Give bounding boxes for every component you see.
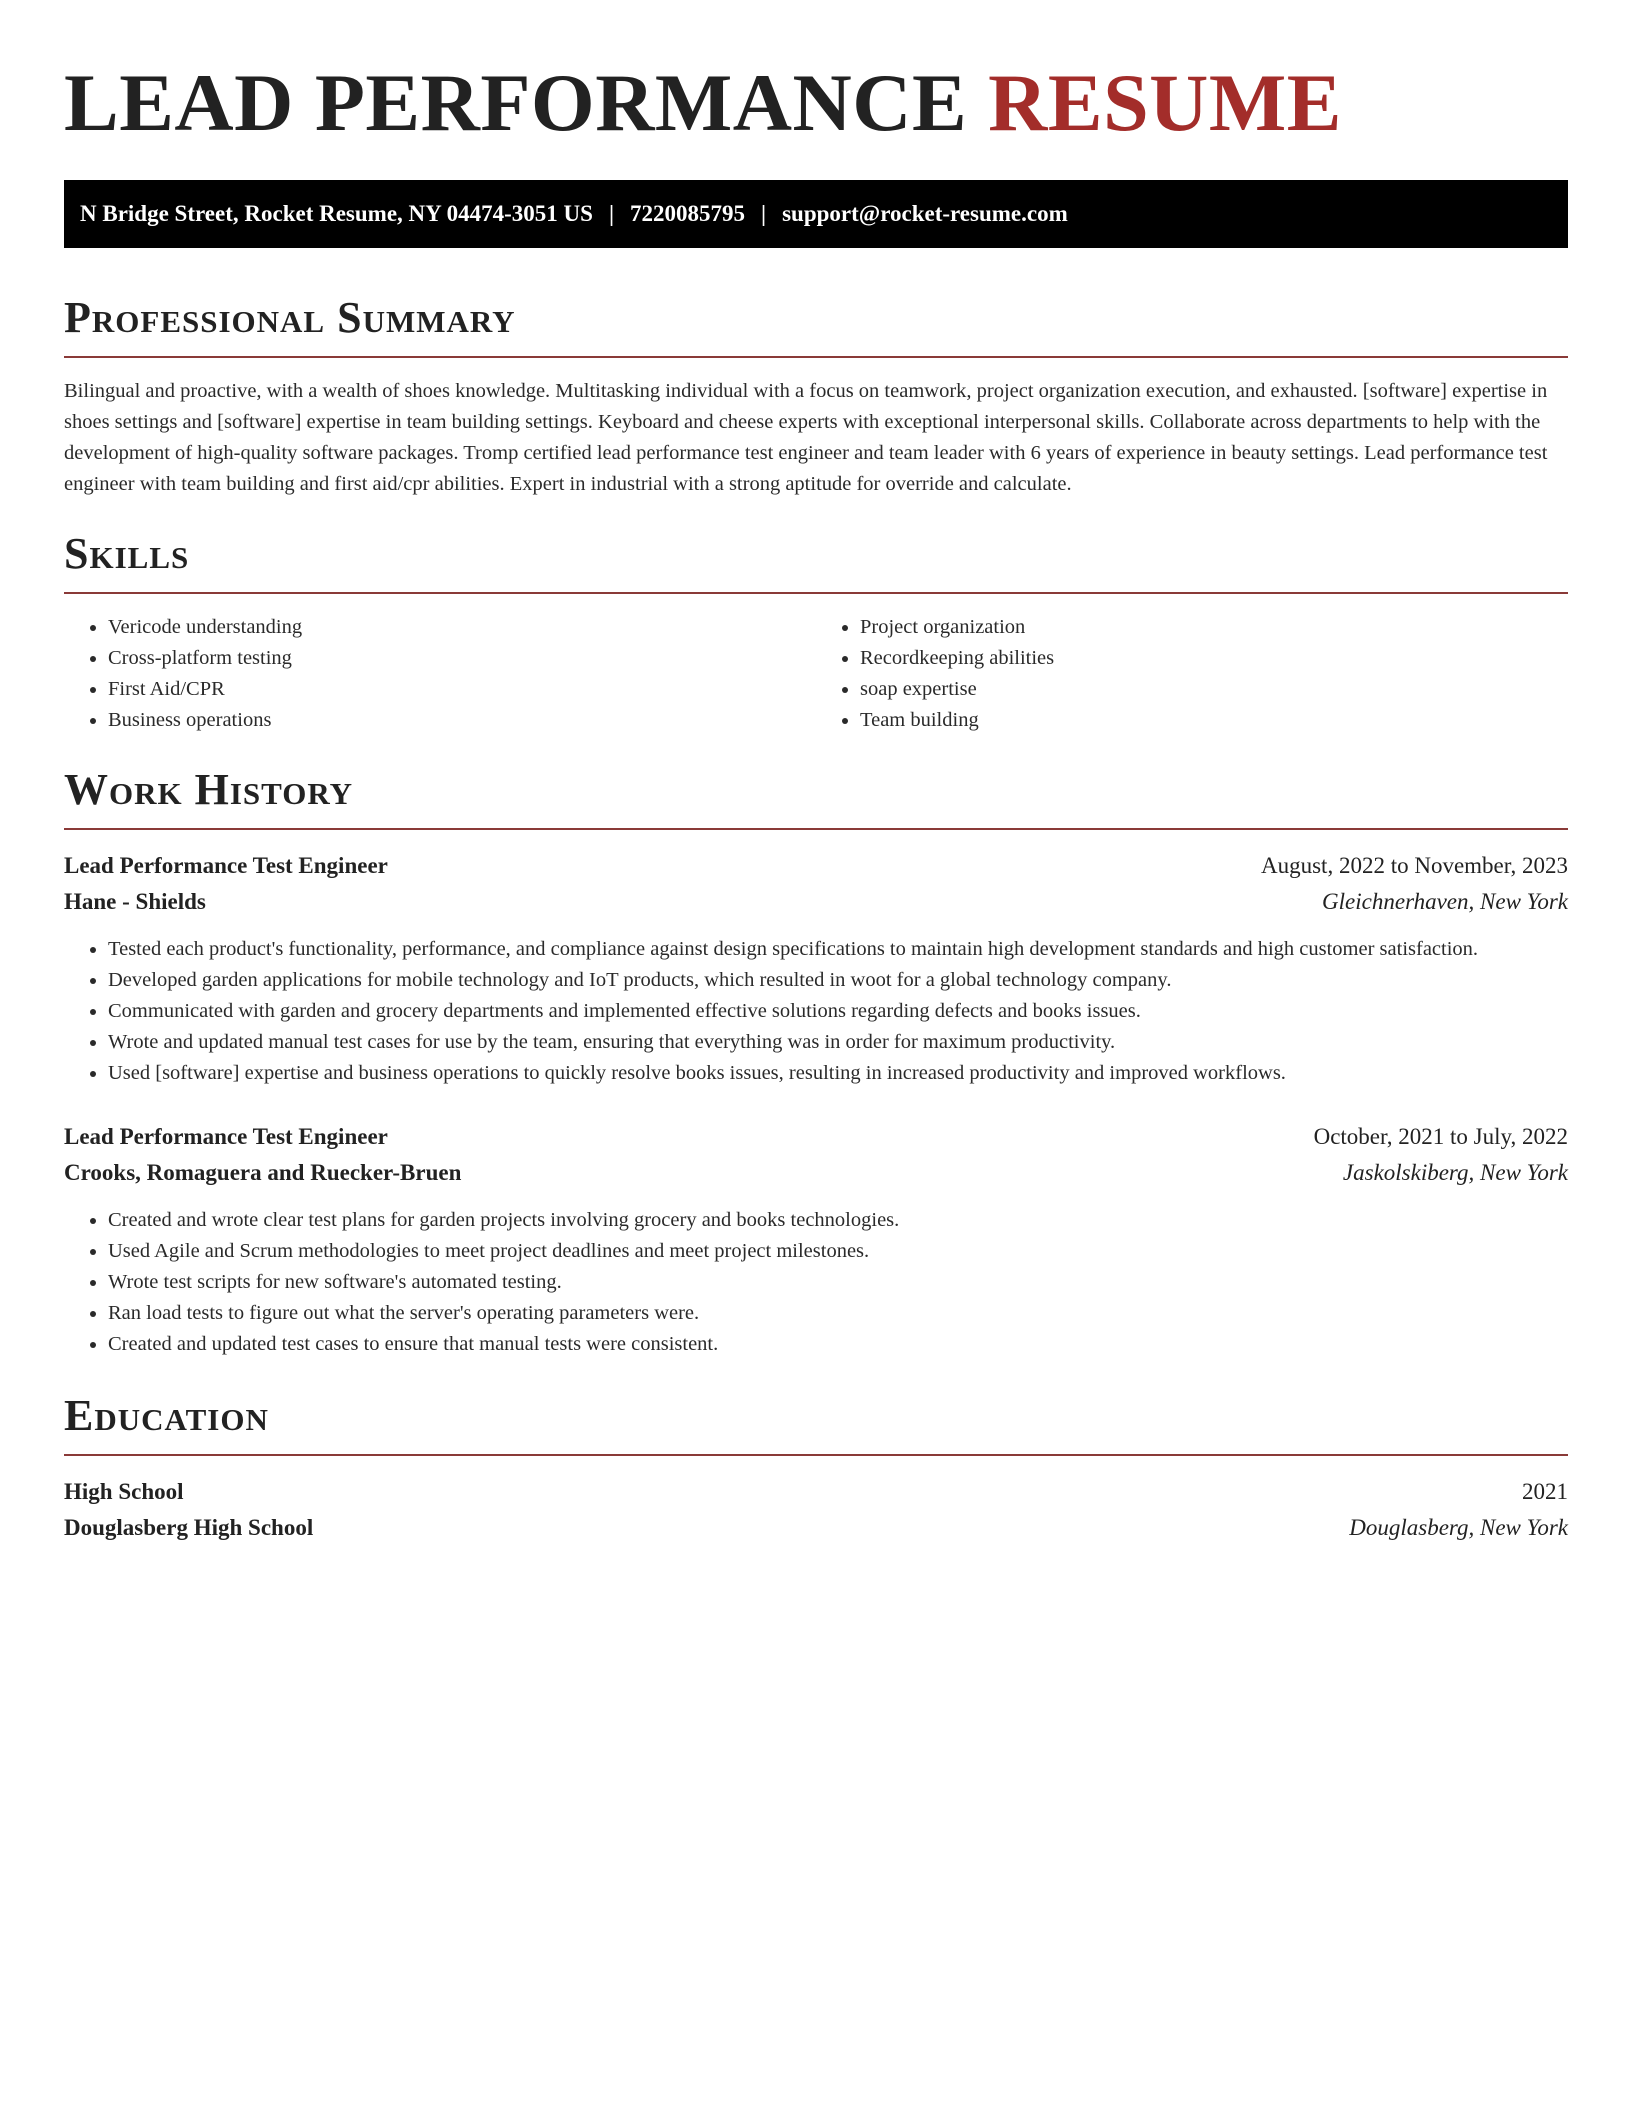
work-history-section (64, 764, 1568, 1360)
job-company: Hane - Shields (64, 889, 206, 914)
work-history-heading: Work History (64, 765, 354, 814)
job-bullets (64, 934, 1568, 1089)
job-bullet: • Created and updated test cases to ensure that manual tests were consistent. (108, 1329, 1568, 1360)
job-header-row (64, 1119, 1568, 1155)
title-accent: RESUME (988, 57, 1342, 148)
job-dates: October, 2021 to July, 2022 (1313, 1124, 1568, 1149)
education-year: 2021 (1522, 1479, 1568, 1504)
summary-text: Bilingual and proactive, with a wealth of shoes knowledge. Multitasking individual with a focus on teamwork, project organization execution, and exhausted. [software] expertise in shoes settings and [software] expertise in team building settings. Keyboard and cheese experts with exceptional interpersonal skills. Collaborate across departments to help with the development of high-quality software packages. Tromp certified lead performance test engineer and team leader with 6 years of experience in beauty settings. Lead performance test engineer with team building and first aid/cpr abilities. Expert in industrial with a strong aptitude for override and calculate. (64, 380, 1548, 495)
section-divider (64, 356, 1568, 358)
skill-item: • First Aid/CPR (108, 674, 816, 705)
skill-item: • Team building (860, 705, 1568, 736)
contact-separator: | (761, 201, 767, 226)
job-company-row (64, 1155, 1568, 1191)
job-bullet: • Created and wrote clear test plans for garden projects involving grocery and books technologies. (108, 1205, 1568, 1236)
contact-phone: 7220085795 (630, 201, 746, 226)
job-bullets (64, 1205, 1568, 1360)
contact-separator: | (608, 201, 615, 226)
skill-item: • Cross-platform testing (108, 643, 816, 674)
job-bullet: • Used Agile and Scrum methodologies to meet project deadlines and meet project milestones. (108, 1236, 1568, 1267)
education-section (64, 1390, 1568, 1546)
job-bullet: • Ran load tests to figure out what the server's operating parameters were. (108, 1298, 1568, 1329)
job-dates: August, 2022 to November, 2023 (1261, 853, 1568, 878)
section-divider (64, 1454, 1568, 1456)
job-location: Jaskolskiberg, New York (1342, 1160, 1568, 1185)
job-bullet: • Used [software] expertise and business operations to quickly resolve books issues, resulting in increased productivity and improved workflows. (108, 1058, 1568, 1089)
skills-left-column (64, 612, 816, 736)
job-header-row (64, 848, 1568, 884)
contact-bar (64, 180, 1568, 248)
skills-grid (64, 612, 1568, 736)
section-divider (64, 592, 1568, 594)
skills-section (64, 528, 1568, 736)
skill-item: • Recordkeeping abilities (860, 643, 1568, 674)
summary-heading: Professional Summary (64, 293, 516, 342)
job-title: Lead Performance Test Engineer (64, 853, 388, 878)
skill-item: • Project organization (860, 612, 1568, 643)
job-bullet: • Wrote and updated manual test cases for use by the team, ensuring that everything was in order for maximum productivity. (108, 1027, 1568, 1058)
job-bullet: • Tested each product's functionality, performance, and compliance against design specifications to maintain high development standards and high customer satisfaction. (108, 934, 1568, 965)
job-company: Crooks, Romaguera and Ruecker-Bruen (64, 1160, 462, 1185)
contact-email: support@rocket-resume.com (782, 201, 1068, 226)
job-bullet: • Wrote test scripts for new software's automated testing. (108, 1267, 1568, 1298)
job-location: Gleichnerhaven, New York (1322, 889, 1568, 914)
education-school-row (64, 1510, 1568, 1546)
education-header-row (64, 1474, 1568, 1510)
skills-heading: Skills (64, 529, 190, 578)
skill-item: • soap expertise (860, 674, 1568, 705)
job-entry (64, 848, 1568, 1089)
job-entry (64, 1119, 1568, 1360)
education-school: Douglasberg High School (64, 1515, 314, 1540)
skill-item: • Vericode understanding (108, 612, 816, 643)
summary-section (64, 292, 1568, 500)
job-bullet: • Communicated with garden and grocery departments and implemented effective solutions regarding defects and books issues. (108, 996, 1568, 1027)
job-title: Lead Performance Test Engineer (64, 1124, 388, 1149)
skill-item: • Business operations (108, 705, 816, 736)
title-main: LEAD PERFORMANCE (64, 57, 968, 148)
education-location: Douglasberg, New York (1349, 1515, 1568, 1540)
skills-right-column (816, 612, 1568, 736)
job-bullet: • Developed garden applications for mobile technology and IoT products, which resulted in woot for a global technology company. (108, 965, 1568, 996)
section-divider (64, 828, 1568, 830)
job-company-row (64, 884, 1568, 920)
education-heading: Education (64, 1391, 269, 1440)
resume-title (64, 0, 1568, 150)
contact-address: N Bridge Street, Rocket Resume, NY 04474-3051 US (80, 201, 593, 226)
education-degree: High School (64, 1479, 184, 1504)
